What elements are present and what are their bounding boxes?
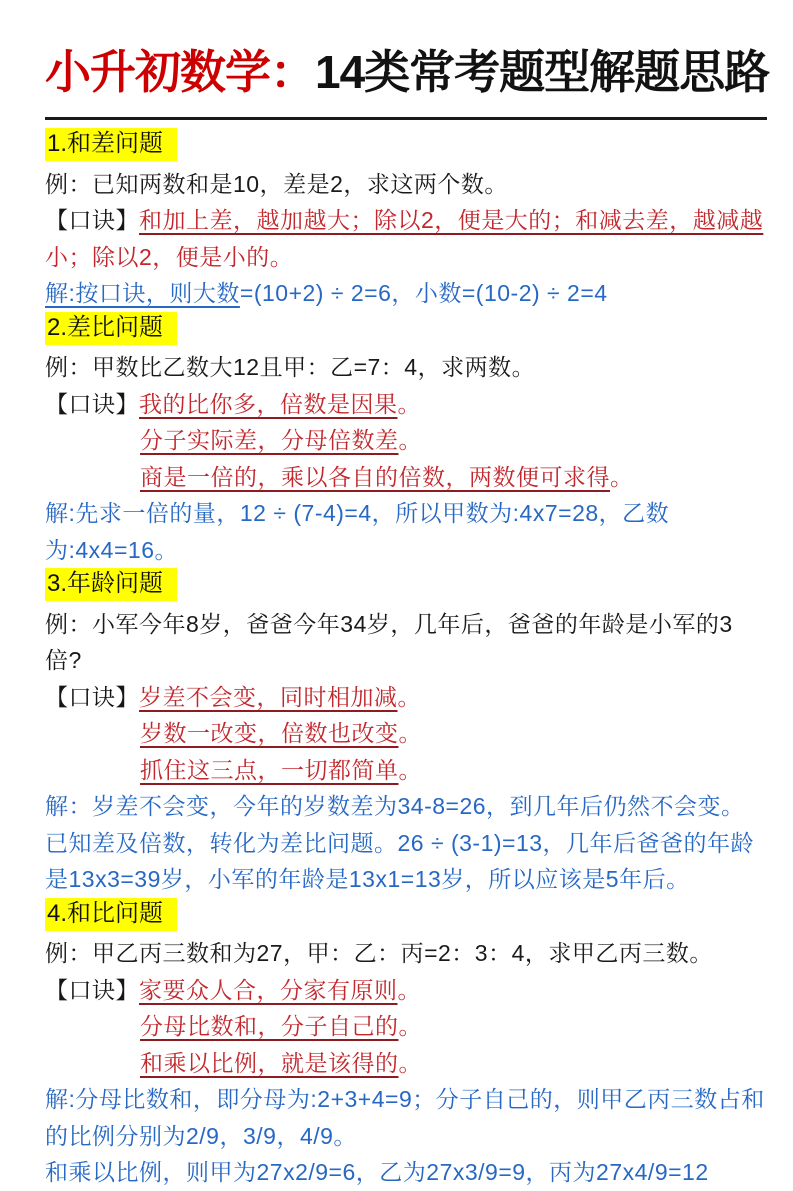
section-heading-row bbox=[45, 898, 767, 936]
rhyme-line-2: 岁数一改变，倍数也改变 bbox=[140, 720, 399, 746]
rhyme-line-3: 和乘以比例，就是该得的 bbox=[140, 1049, 399, 1076]
rhyme-line-2-period: 。 bbox=[398, 720, 422, 746]
rhyme-line-3-period: 。 bbox=[610, 463, 634, 490]
section-sum-ratio bbox=[45, 898, 767, 1191]
page-title-red-part: 小升初数学： bbox=[45, 46, 315, 98]
solution-underlined: 解:按口诀，则大数 bbox=[45, 280, 240, 306]
section-age-problem bbox=[45, 568, 767, 898]
section-heading: 4.和比问题 bbox=[45, 898, 177, 931]
rhyme-line-3: 商是一倍的，乘以各自的倍数，两数便可求得 bbox=[140, 463, 610, 490]
rhyme-continuation bbox=[45, 459, 767, 496]
solution-paragraph: 解：岁差不会变，今年的岁数差为34-8=26，到几年后仍然不会变。已知差及倍数，转化为差比问题。26 ÷ (3-1)=13，几年后爸爸的年龄是13x3=39岁，小军的年龄是13x1=13岁，所以应该是5年后。 bbox=[45, 793, 755, 892]
section-heading-row bbox=[45, 568, 767, 606]
section-sum-difference bbox=[45, 128, 767, 312]
page-title bbox=[45, 40, 770, 120]
solution-line-2: 和乘以比例，则甲为27x2/9=6，乙为27x3/9=9，丙为27x4/9=12 bbox=[45, 1159, 709, 1185]
section-heading-row bbox=[45, 128, 767, 166]
rhyme-underlined: 和加上差，越加越大；除以2，便是大的；和减去差，越减越 bbox=[139, 207, 764, 233]
section-heading: 1.和差问题 bbox=[45, 128, 177, 161]
rhyme-line-3: 抓住这三点，一切都简单 bbox=[140, 756, 399, 783]
rhyme-line-1-period: 。 bbox=[397, 976, 421, 1003]
example-line: 例：甲数比乙数大12且甲：乙=7：4，求两数。 bbox=[45, 354, 536, 380]
rhyme-line-1-period: 。 bbox=[397, 683, 421, 710]
page-title-black-part: 14类常考题型解题思路 bbox=[315, 46, 770, 98]
solution-line: 解:先求一倍的量，12 ÷ (7-4)=4，所以甲数为:4x7=28，乙数为:4x4=16。 bbox=[45, 500, 670, 563]
example-line: 例：甲乙丙三数和为27，甲：乙：丙=2：3：4，求甲乙丙三数。 bbox=[45, 940, 713, 966]
rhyme-continuation bbox=[45, 752, 767, 789]
rhyme-line-3-period: 。 bbox=[398, 756, 422, 783]
rhyme-line-2: 分母比数和，分子自己的 bbox=[140, 1013, 399, 1039]
rhyme-line-1: 家要众人合，分家有原则 bbox=[139, 976, 398, 1003]
rhyme-line-1: 我的比你多，倍数是因果 bbox=[139, 390, 398, 417]
rhyme-line-2: 分子实际差，分母倍数差 bbox=[140, 427, 399, 453]
rhyme-line-1-period: 。 bbox=[397, 390, 421, 417]
solution-line bbox=[45, 275, 767, 312]
koujue-label: 【口诀】 bbox=[45, 207, 139, 233]
rhyme-plain: 小；除以2，便是小的。 bbox=[45, 243, 294, 270]
koujue-line bbox=[45, 972, 767, 1009]
example-line: 例：小军今年8岁，爸爸今年34岁，几年后，爸爸的年龄是小军的3倍? bbox=[45, 610, 733, 673]
rhyme-continuation bbox=[45, 715, 767, 752]
rhyme-line-3-period: 。 bbox=[398, 1049, 422, 1076]
koujue-label: 【口诀】 bbox=[45, 976, 139, 1003]
section-heading: 2.差比问题 bbox=[45, 312, 177, 345]
solution-paragraph: 解:分母比数和，即分母为:2+3+4=9；分子自己的，则甲乙丙三数占和的比例分别为2/9，3/9，4/9。 bbox=[45, 1086, 765, 1149]
rhyme-line-2-period: 。 bbox=[398, 1013, 422, 1039]
rhyme-continuation bbox=[45, 1045, 767, 1082]
koujue-line bbox=[45, 386, 767, 423]
section-difference-ratio bbox=[45, 312, 767, 569]
rhyme-continuation bbox=[45, 1008, 767, 1045]
solution-plain: =(10+2) ÷ 2=6，小数=(10-2) ÷ 2=4 bbox=[239, 280, 608, 306]
koujue-label: 【口诀】 bbox=[45, 390, 139, 417]
koujue-line bbox=[45, 202, 767, 275]
koujue-label: 【口诀】 bbox=[45, 683, 139, 710]
section-heading: 3.年龄问题 bbox=[45, 568, 177, 601]
example-line: 例：已知两数和是10，差是2，求这两个数。 bbox=[45, 170, 508, 197]
section-heading-row bbox=[45, 312, 767, 350]
koujue-line bbox=[45, 679, 767, 716]
rhyme-line-1: 岁差不会变，同时相加减 bbox=[139, 683, 398, 710]
rhyme-line-2-period: 。 bbox=[398, 427, 422, 453]
rhyme-continuation bbox=[45, 422, 767, 459]
